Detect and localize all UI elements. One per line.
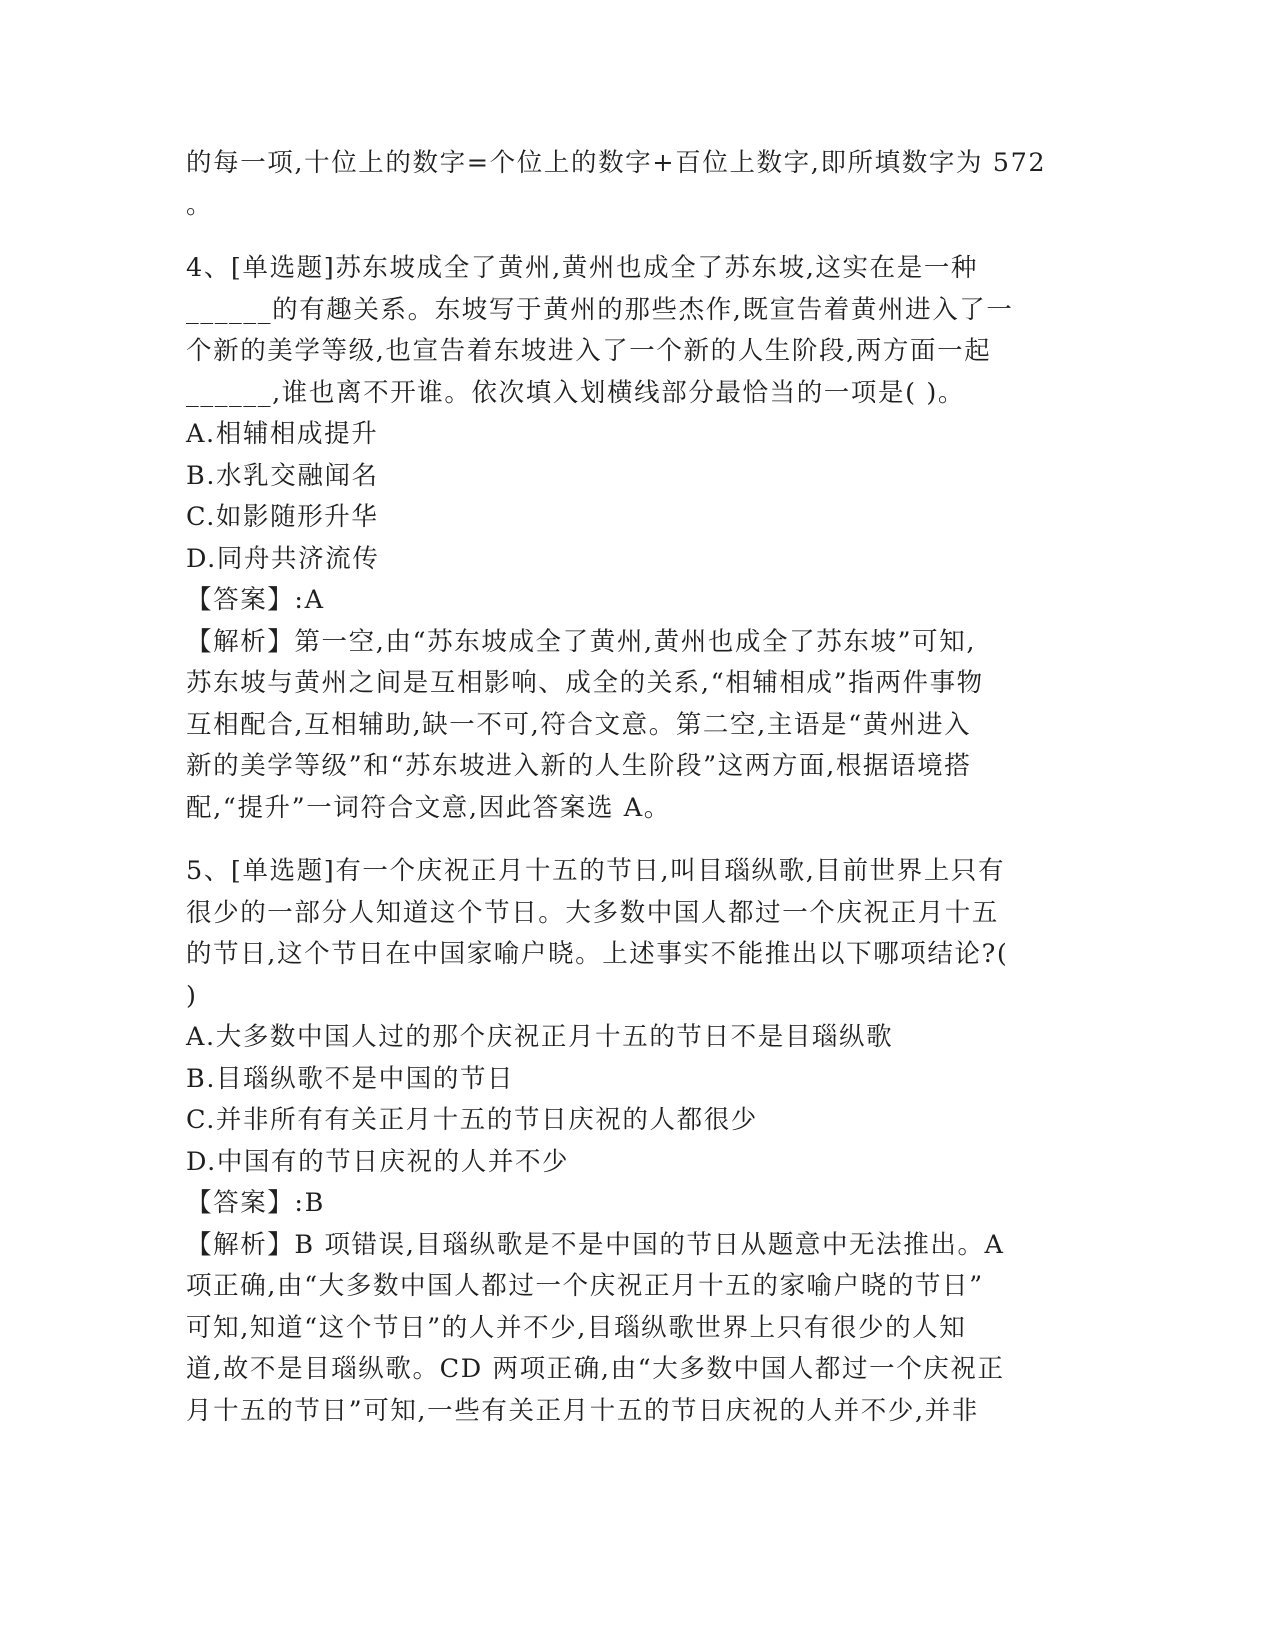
text-line: 配,“提升”一词符合文意,因此答案选 A。 <box>186 792 671 823</box>
option-d: D.中国有的节日庆祝的人并不少 <box>186 1146 570 1177</box>
text-line: ) <box>186 980 198 1011</box>
text-line: 的每一项,十位上的数字=个位上的数字+百位上数字,即所填数字为 572 <box>186 148 1047 178</box>
analysis <box>186 622 1066 830</box>
option-a: A.相辅相成提升 <box>186 419 379 449</box>
text-line: 【解析】B 项错误,目瑙纵歌是不是中国的节日从题意中无法推出。A <box>186 1229 1005 1260</box>
text-line: 互相配合,互相辅助,缺一不可,符合文意。第二空,主语是“黄州进入 <box>186 709 972 740</box>
text-line: 4、[单选题]苏东坡成全了黄州,黄州也成全了苏东坡,这实在是一种 <box>186 253 979 283</box>
answer: 【答案】:A <box>186 585 325 615</box>
option-d: D.同舟共济流传 <box>186 543 380 574</box>
option-b: B.目瑙纵歌不是中国的节日 <box>186 1063 515 1094</box>
answer: 【答案】:B <box>186 1188 325 1218</box>
text-line: 苏东坡与黄州之间是互相影响、成全的关系,“相辅相成”指两件事物 <box>186 668 984 698</box>
previous-analysis-tail <box>186 143 1066 226</box>
option-c: C.如影随形升华 <box>186 502 379 532</box>
text-line: 很少的一部分人知道这个节日。大多数中国人都过一个庆祝正月十五 <box>186 897 1000 928</box>
text-line: 的节日,这个节日在中国家喻户晓。上述事实不能推出以下哪项结论?( <box>186 939 1009 969</box>
text-line: 【解析】第一空,由“苏东坡成全了黄州,黄州也成全了苏东坡”可知, <box>186 626 977 657</box>
question-stem <box>186 248 1066 414</box>
analysis <box>186 1225 1066 1433</box>
option-a: A.大多数中国人过的那个庆祝正月十五的节日不是目瑙纵歌 <box>186 1022 894 1052</box>
text-line: 可知,知道“这个节日”的人并不少,目瑙纵歌世界上只有很少的人知 <box>186 1312 967 1343</box>
option-list <box>186 1017 1066 1183</box>
text-line: ______,谁也离不开谁。依次填入划横线部分最恰当的一项是( )。 <box>186 377 966 408</box>
question-stem <box>186 851 1066 1017</box>
document-page <box>186 143 1066 1432</box>
text-line: 新的美学等级”和“苏东坡进入新的人生阶段”这两方面,根据语境搭 <box>186 751 972 781</box>
option-c: C.并非所有有关正月十五的节日庆祝的人都很少 <box>186 1105 758 1135</box>
text-line: ______的有趣关系。东坡写于黄州的那些杰作,既宣告着黄州进入了一 <box>186 294 1014 325</box>
option-list <box>186 414 1066 580</box>
option-b: B.水乳交融闻名 <box>186 460 379 491</box>
question-5 <box>186 851 1066 1432</box>
text-line: 道,故不是目瑙纵歌。CD 两项正确,由“大多数中国人都过一个庆祝正 <box>186 1354 1005 1384</box>
text-line: 月十五的节日”可知,一些有关正月十五的节日庆祝的人并不少,并非 <box>186 1395 979 1426</box>
question-4 <box>186 248 1066 829</box>
text-line: 项正确,由“大多数中国人都过一个庆祝正月十五的家喻户晓的节日” <box>186 1271 984 1301</box>
text-line: 个新的美学等级,也宣告着东坡进入了一个新的人生阶段,两方面一起 <box>186 336 992 366</box>
text-line: 。 <box>186 189 214 220</box>
text-line: 5、[单选题]有一个庆祝正月十五的节日,叫目瑙纵歌,目前世界上只有 <box>186 856 1006 886</box>
